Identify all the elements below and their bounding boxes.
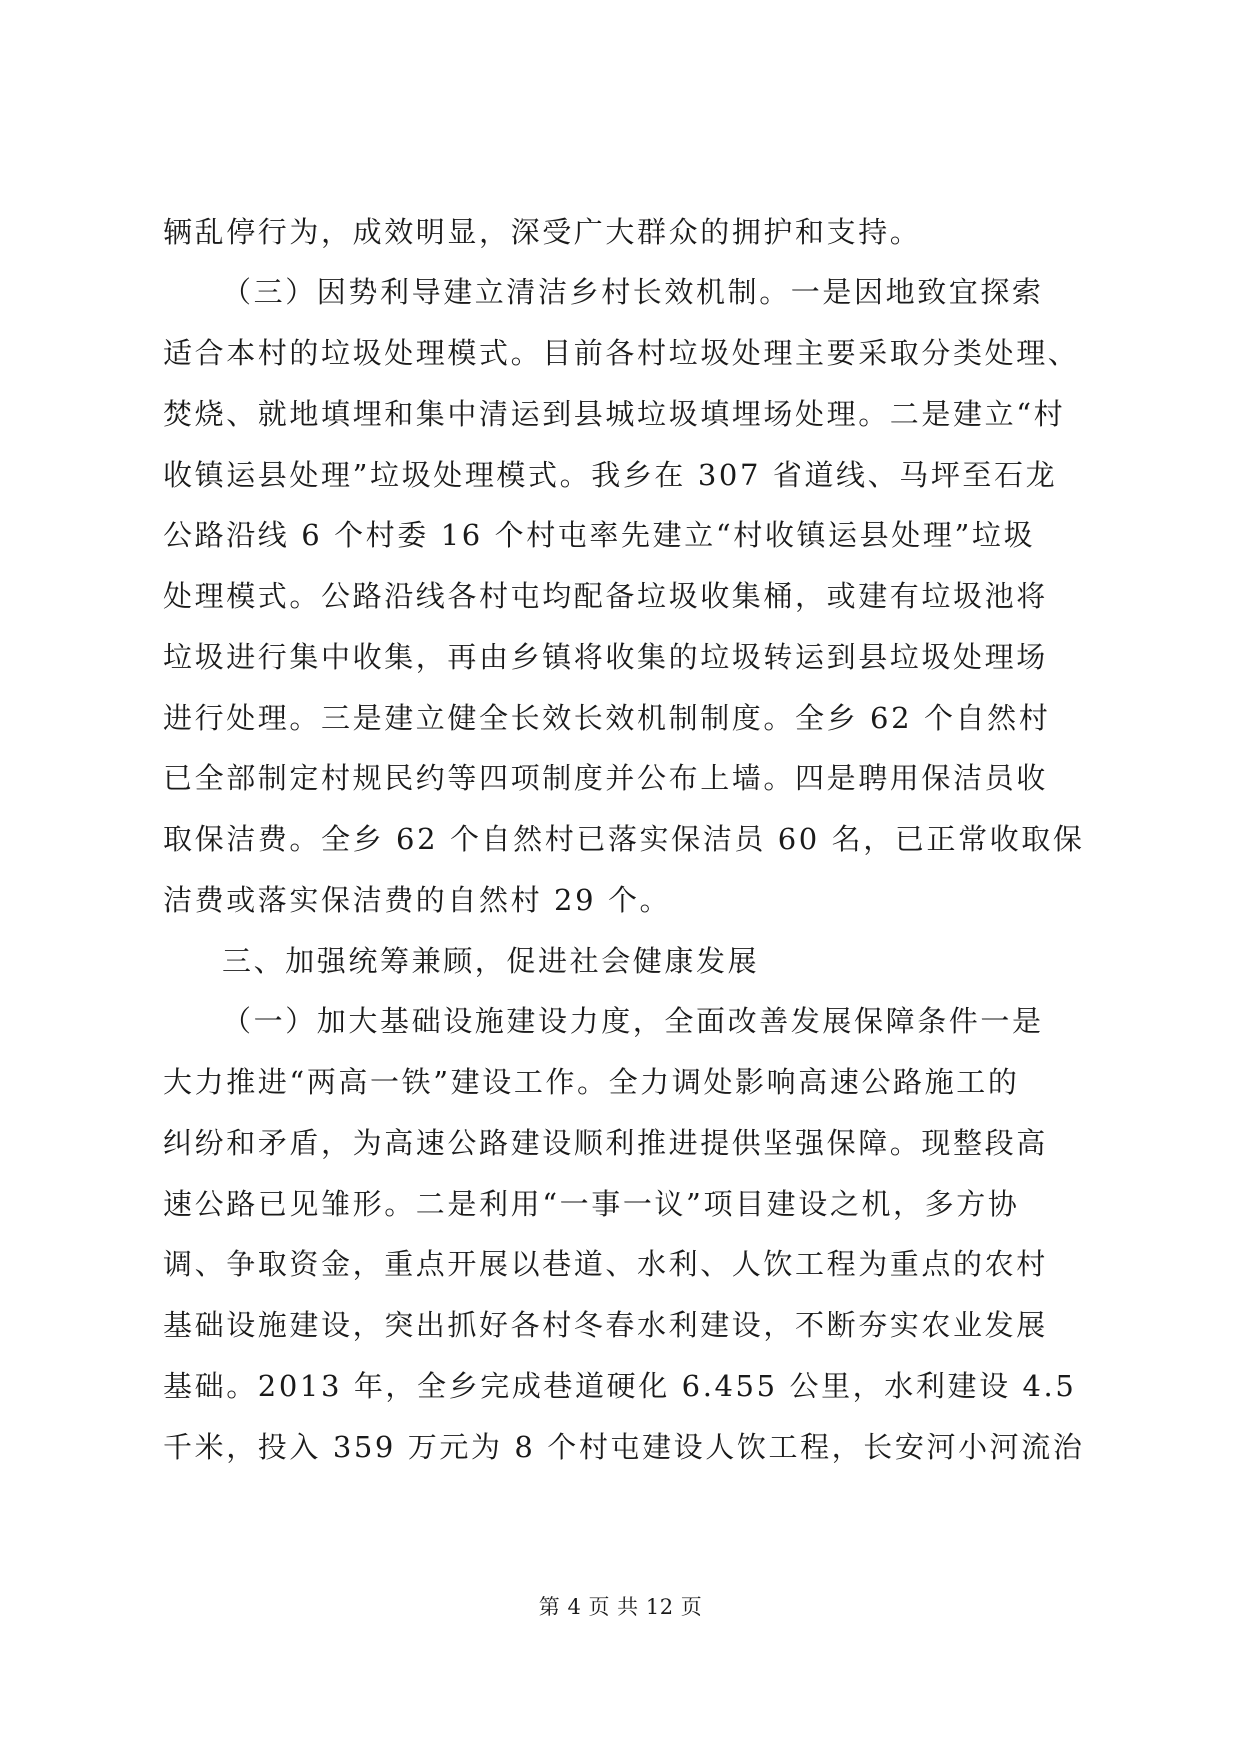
body-line: 公路沿线 6 个村委 16 个村屯率先建立“村收镇运县处理”垃圾 (163, 518, 1036, 552)
body-line: 基础。2013 年，全乡完成巷道硬化 6.455 公里，水利建设 4.5 (163, 1369, 1077, 1403)
body-line: （三）因势利导建立清洁乡村长效机制。一是因地致宜探索 (222, 275, 1044, 309)
body-line: 适合本村的垃圾处理模式。目前各村垃圾处理主要采取分类处理、 (163, 336, 1080, 370)
body-line: 垃圾进行集中收集，再由乡镇将收集的垃圾转运到县垃圾处理场 (163, 640, 1048, 674)
body-line: 基础设施建设，突出抓好各村冬春水利建设，不断夯实农业发展 (163, 1308, 1048, 1342)
body-line: 收镇运县处理”垃圾处理模式。我乡在 307 省道线、马坪至石龙 (163, 458, 1058, 492)
subsection-heading: （一）加大基础设施建设力度，全面改善发展保障条件一是 (222, 1004, 1044, 1038)
body-line: 速公路已见雏形。二是利用“一事一议”项目建设之机，多方协 (163, 1187, 1020, 1221)
section-heading: 三、加强统筹兼顾，促进社会健康发展 (222, 944, 760, 978)
body-line: 进行处理。三是建立健全长效长效机制制度。全乡 62 个自然村 (163, 701, 1051, 735)
body-line: 调、争取资金，重点开展以巷道、水利、人饮工程为重点的农村 (163, 1247, 1048, 1281)
body-line: 取保洁费。全乡 62 个自然村已落实保洁员 60 名，已正常收取保 (163, 822, 1085, 856)
page-footer: 第 4 页 共 12 页 (538, 1595, 703, 1619)
body-line: 辆乱停行为，成效明显，深受广大群众的拥护和支持。 (163, 215, 922, 249)
body-line: 洁费或落实保洁费的自然村 29 个。 (163, 883, 672, 917)
body-line: 纠纷和矛盾，为高速公路建设顺利推进提供坚强保障。现整段高 (163, 1126, 1048, 1160)
body-line: 已全部制定村规民约等四项制度并公布上墙。四是聘用保洁员收 (163, 761, 1048, 795)
body-line: 焚烧、就地填埋和集中清运到县城垃圾填埋场处理。二是建立“村 (163, 397, 1066, 431)
body-line: 千米，投入 359 万元为 8 个村屯建设人饮工程，长安河小河流治 (163, 1430, 1085, 1464)
body-line: 大力推进“两高一铁”建设工作。全力调处影响高速公路施工的 (163, 1065, 1020, 1099)
body-line: 处理模式。公路沿线各村屯均配备垃圾收集桶，或建有垃圾池将 (163, 579, 1048, 613)
